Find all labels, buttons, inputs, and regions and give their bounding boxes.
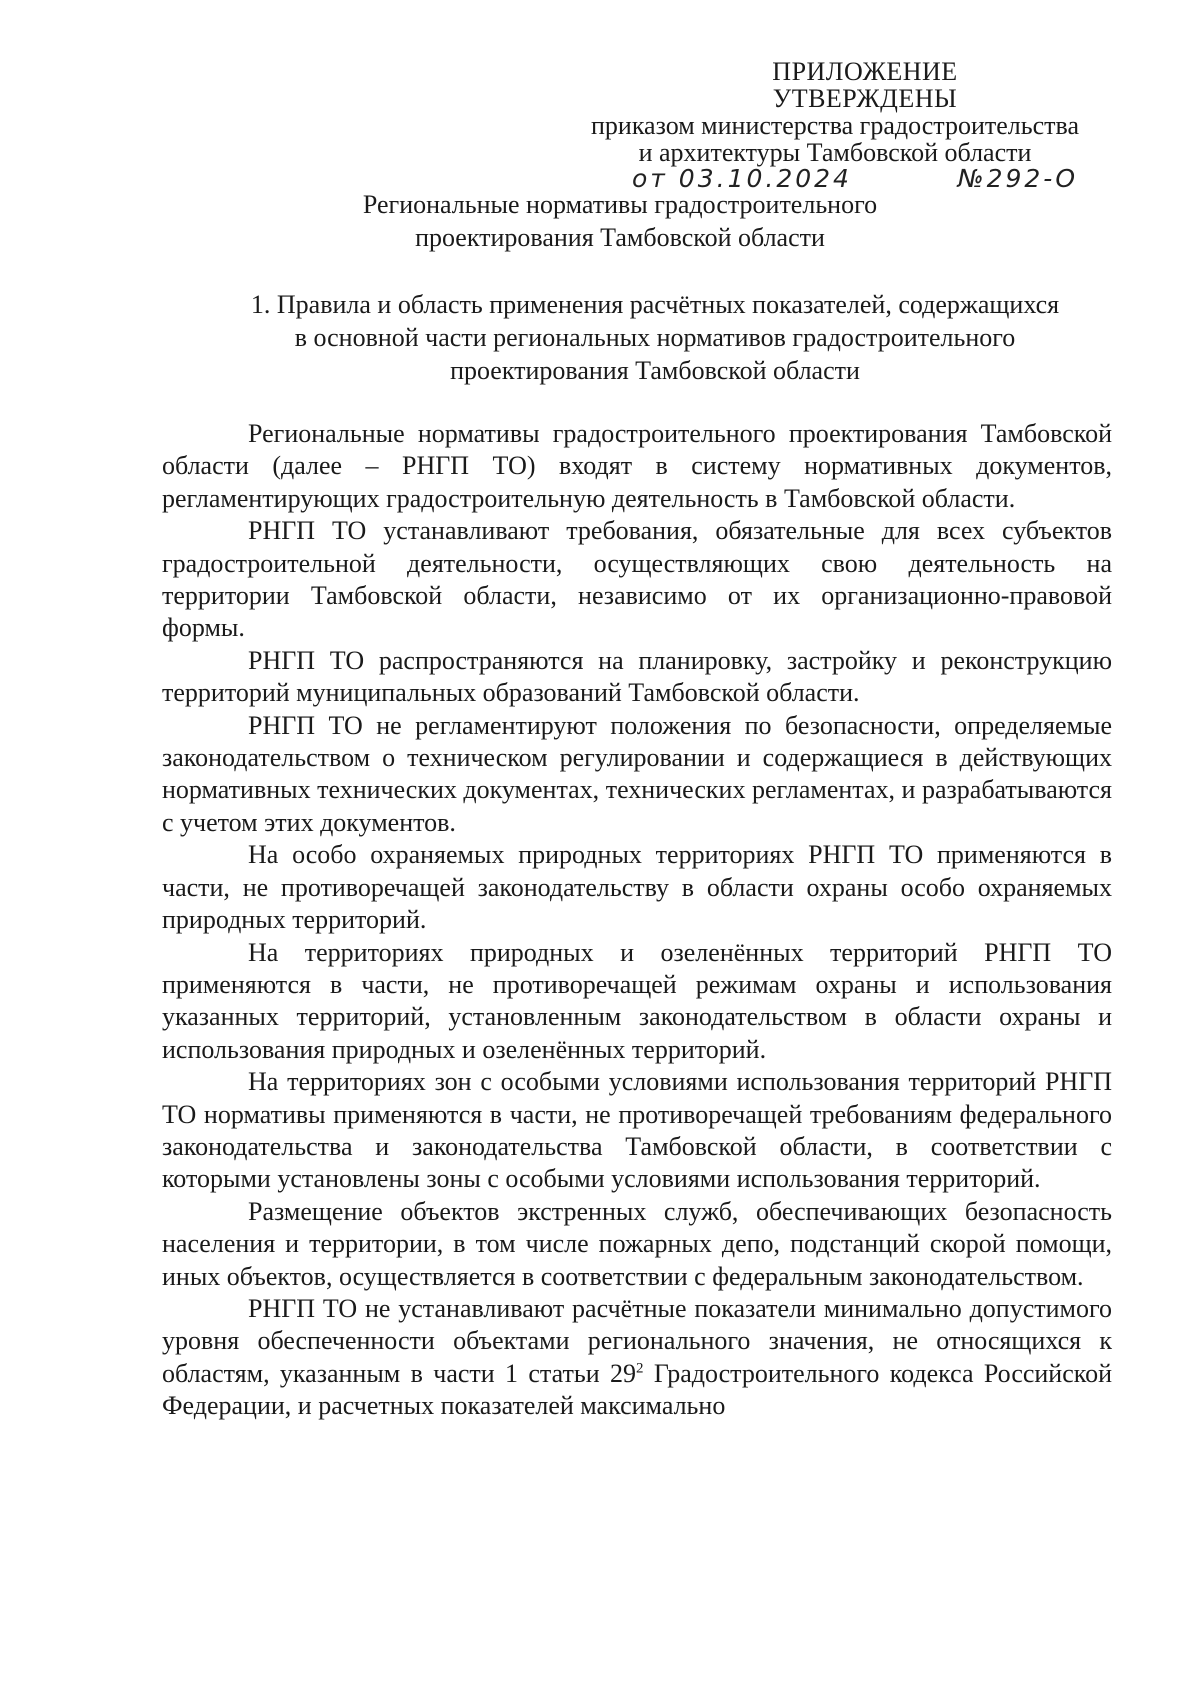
paragraph-text: Градостроительного кодекса Российской Федерации, и расчетных показателей максимально bbox=[162, 1358, 1112, 1421]
paragraph-last bbox=[162, 1293, 1112, 1423]
paragraph: РНГП ТО распространяются на планировку, застройку и реконструкцию территорий муниципальных образований Тамбовской области. bbox=[162, 645, 1112, 708]
paragraph: РНГП ТО не регламентируют положения по безопасности, определяемые законодательством о техническом регулировании и содержащиеся в действующих нормативных технических документах, технических регламентах, и разрабатываются с учетом этих документов. bbox=[162, 710, 1112, 837]
order-line-1: приказом министерства градостроительства bbox=[590, 111, 1080, 140]
paragraph: На территориях зон с особыми условиями использования территорий РНГП ТО нормативы применяются в части, не противоречащей требованиям федерального законодательства и законодательства Тамбовской области, в соответствии с которыми установлены зоны с особыми условиями использования территорий. bbox=[162, 1067, 1112, 1194]
document-body bbox=[162, 418, 1112, 1423]
appendix-label: ПРИЛОЖЕНИЕ bbox=[772, 57, 958, 86]
section-heading-line-2: в основной части региональных нормативов градостроительного bbox=[294, 323, 1016, 352]
document-title-line-2: проектирования Тамбовской области bbox=[415, 223, 825, 252]
approved-label: УТВЕРЖДЕНЫ bbox=[772, 84, 958, 113]
handwritten-number: №292-О bbox=[957, 164, 1078, 193]
document-title bbox=[200, 188, 1040, 254]
paragraph: На территориях природных и озеленённых территорий РНГП ТО применяются в части, не противоречащей режимам охраны и использования указанных территорий, установленным законодательством в области охраны и использования природных и озеленённых территорий. bbox=[162, 937, 1112, 1064]
approval-block bbox=[540, 58, 1100, 192]
section-heading-line-3: проектирования Тамбовской области bbox=[450, 356, 860, 385]
paragraph: Размещение объектов экстренных служб, обеспечивающих безопасность населения и территории, в том числе пожарных депо, подстанций скорой помощи, иных объектов, осуществляется в соответствии с федеральным законодательством. bbox=[162, 1196, 1112, 1291]
paragraph: На особо охраняемых природных территориях РНГП ТО применяются в части, не противоречащей законодательству в области охраны особо охраняемых природных территорий. bbox=[162, 840, 1112, 935]
paragraph: Региональные нормативы градостроительного проектирования Тамбовской области (далее – РНГП ТО) входят в систему нормативных документов, регламентирующих градостроительную деятельность в Тамбовской области. bbox=[162, 419, 1112, 513]
document-title-line-1: Региональные нормативы градостроительного bbox=[362, 190, 878, 219]
section-heading bbox=[200, 288, 1110, 387]
handwritten-date: от 03.10.2024 bbox=[632, 164, 852, 193]
paragraph: РНГП ТО устанавливают требования, обязательные для всех субъектов градостроительной деятельности, осуществляющих свою деятельность на территории Тамбовской области, независимо от их организационно-правовой формы. bbox=[162, 516, 1112, 643]
order-line-2: и архитектуры Тамбовской области bbox=[638, 138, 1032, 167]
superscript: 2 bbox=[635, 1360, 644, 1377]
section-heading-line-1: 1. Правила и область применения расчётных показателей, содержащихся bbox=[250, 290, 1060, 319]
paragraph-text: РНГП ТО не устанавливают расчётные показатели минимально допустимого уровня обеспеченности объектами регионального значения, не относящихся к областям, указанным в части 1 статьи 29 bbox=[162, 1293, 1112, 1388]
